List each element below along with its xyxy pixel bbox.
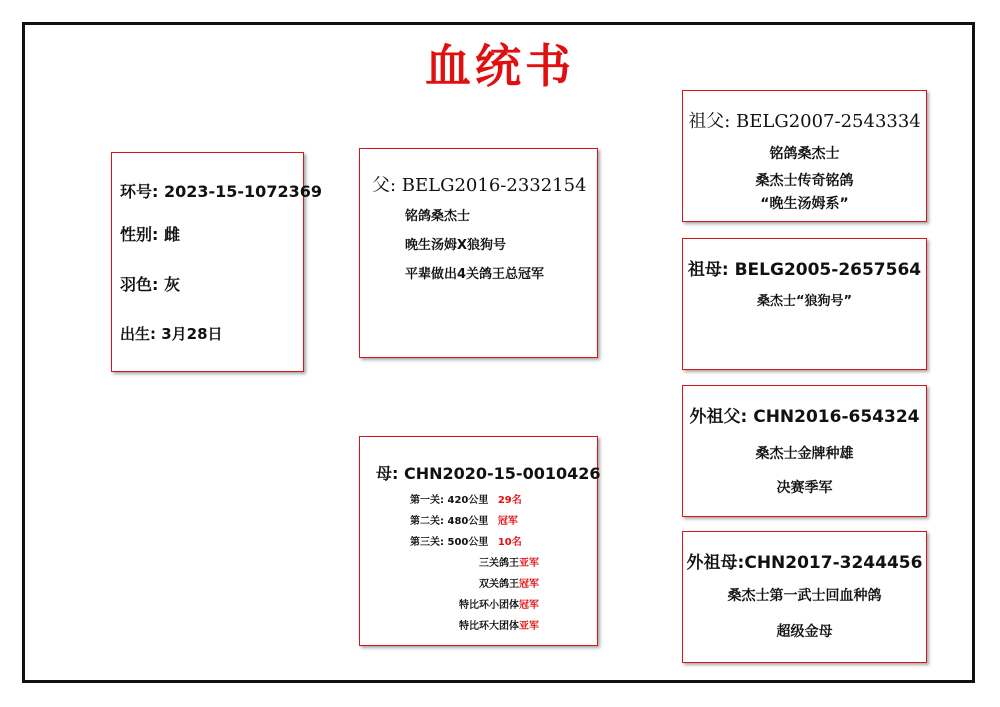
award-row (479, 554, 539, 569)
maternal-grandmother-heading: 外祖母:CHN2017-3244456 (686, 553, 923, 573)
ring-number: 环号: 2023-15-1072369 (120, 182, 322, 201)
award-result: 亚军 (519, 621, 539, 632)
award-result: 亚军 (519, 558, 539, 569)
award-result: 冠军 (519, 579, 539, 590)
race-result: 10名 (497, 537, 522, 548)
race-label: 第二关: 480公里 (410, 516, 489, 527)
father-heading: 父: BELG2016-2332154 (372, 175, 587, 196)
maternal-grandfather-line: 桑杰士金牌种雄 (755, 446, 854, 462)
maternal-grandmother-line: 桑杰士第一武士回血种鸽 (727, 588, 882, 604)
race-row (410, 533, 522, 548)
mother-heading: 母: CHN2020-15-0010426 (376, 464, 601, 483)
race-result: 29名 (497, 495, 522, 506)
sex: 性别: 雌 (120, 225, 180, 244)
birth-date: 出生: 3月28日 (120, 325, 223, 343)
feather-color: 羽色: 灰 (120, 275, 180, 294)
father-card (359, 148, 598, 358)
race-result: 冠军 (497, 516, 518, 527)
award-result: 冠军 (519, 600, 539, 611)
father-line: 平辈做出4关鸽王总冠军 (405, 267, 545, 282)
maternal-grandfather-card (682, 385, 927, 517)
paternal-grandmother-heading: 祖母: BELG2005-2657564 (687, 260, 922, 280)
paternal-grandmother-card (682, 238, 927, 370)
page-title: 血统书 (425, 39, 575, 93)
maternal-grandfather-line: 决赛季军 (776, 480, 833, 496)
award-row (479, 575, 539, 590)
paternal-grandfather-line: “晚生汤姆系” (760, 196, 849, 212)
race-label: 第一关: 420公里 (410, 495, 489, 506)
father-line: 铭鸽桑杰士 (405, 209, 471, 224)
maternal-grandmother-card (682, 531, 927, 663)
paternal-grandfather-card (682, 90, 927, 222)
paternal-grandfather-line: 铭鸽桑杰士 (769, 146, 840, 162)
race-row (410, 491, 522, 506)
paternal-grandfather-heading: 祖父: BELG2007-2543334 (688, 111, 921, 132)
award-row (459, 596, 539, 611)
race-row (410, 512, 518, 527)
maternal-grandmother-line: 超级金母 (776, 624, 833, 640)
award-label: 三关鸽王 (479, 558, 519, 569)
award-label: 双关鸽王 (479, 579, 519, 590)
award-row (459, 617, 539, 632)
bird-info-card (111, 152, 322, 372)
race-label: 第三关: 500公里 (410, 537, 489, 548)
maternal-grandfather-heading: 外祖父: CHN2016-654324 (689, 407, 920, 427)
award-label: 特比环小团体 (459, 600, 519, 611)
father-line: 晚生汤姆X狼狗号 (405, 238, 507, 253)
paternal-grandfather-line: 桑杰士传奇铭鸽 (755, 173, 854, 189)
paternal-grandmother-line: 桑杰士“狼狗号” (756, 294, 853, 309)
mother-card (359, 436, 601, 646)
award-label: 特比环大团体 (459, 621, 519, 632)
